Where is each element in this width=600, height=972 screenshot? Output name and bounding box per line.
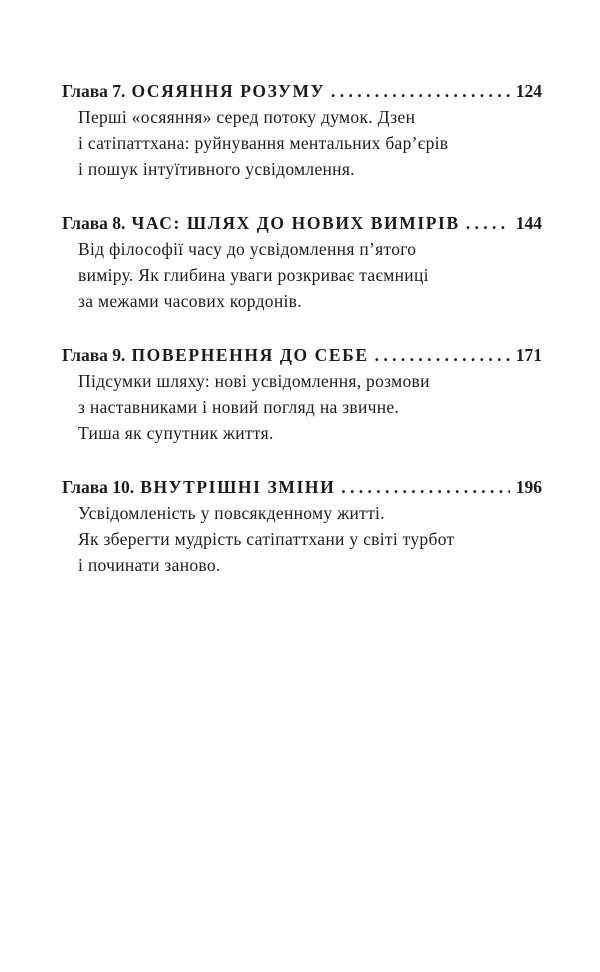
dot-leader: [375, 342, 510, 368]
description-line: Усвідомленість у повсякденному житті.: [78, 503, 385, 523]
chapter-description: [78, 500, 542, 578]
toc-entry-heading: [62, 474, 542, 500]
page-number: 124: [515, 81, 542, 101]
description-line: і починати заново.: [78, 555, 221, 575]
chapter-title: ВНУТРІШНІ ЗМІНИ: [140, 477, 336, 497]
chapter-title: ЧАС: ШЛЯХ ДО НОВИХ ВИМІРІВ: [131, 213, 460, 233]
description-line: з наставниками і новий погляд на звичне.: [78, 397, 400, 417]
chapter-label: Глава 10.: [62, 477, 135, 497]
toc-entry-heading: [62, 78, 542, 104]
chapter-description: [78, 104, 542, 182]
description-line: і пошук інтуїтивного усвідомлення.: [78, 159, 355, 179]
chapter-title: ОСЯЯННЯ РОЗУМУ: [131, 81, 326, 101]
toc-entry-heading: [62, 342, 542, 368]
table-of-contents: [62, 78, 542, 606]
chapter-label: Глава 8.: [62, 213, 126, 233]
description-line: Перші «осяяння» серед потоку думок. Дзен: [78, 107, 416, 127]
toc-entry-chapter-8: [62, 210, 542, 314]
description-line: Тиша як супутник життя.: [78, 423, 274, 443]
dot-leader: [466, 210, 510, 236]
chapter-label: Глава 7.: [62, 81, 126, 101]
chapter-title: ПОВЕРНЕННЯ ДО СЕБЕ: [131, 345, 369, 365]
dot-leader: [331, 78, 510, 104]
toc-entry-chapter-9: [62, 342, 542, 446]
page-number: 144: [515, 213, 542, 233]
toc-entry-chapter-10: [62, 474, 542, 578]
description-line: за межами часових кордонів.: [78, 291, 302, 311]
toc-entry-heading: [62, 210, 542, 236]
chapter-description: [78, 368, 542, 446]
description-line: і сатіпаттхана: руйнування ментальних бар’єрів: [78, 133, 449, 153]
description-line: Від філософії часу до усвідомлення п’ятого: [78, 239, 417, 259]
toc-entry-chapter-7: [62, 78, 542, 182]
chapter-description: [78, 236, 542, 314]
page-number: 171: [515, 345, 542, 365]
dot-leader: [341, 474, 509, 500]
description-line: виміру. Як глибина уваги розкриває таємниці: [78, 265, 429, 285]
chapter-label: Глава 9.: [62, 345, 126, 365]
description-line: Підсумки шляху: нові усвідомлення, розмови: [78, 371, 430, 391]
description-line: Як зберегти мудрість сатіпаттхани у світі турбот: [78, 529, 455, 549]
page-number: 196: [515, 477, 542, 497]
